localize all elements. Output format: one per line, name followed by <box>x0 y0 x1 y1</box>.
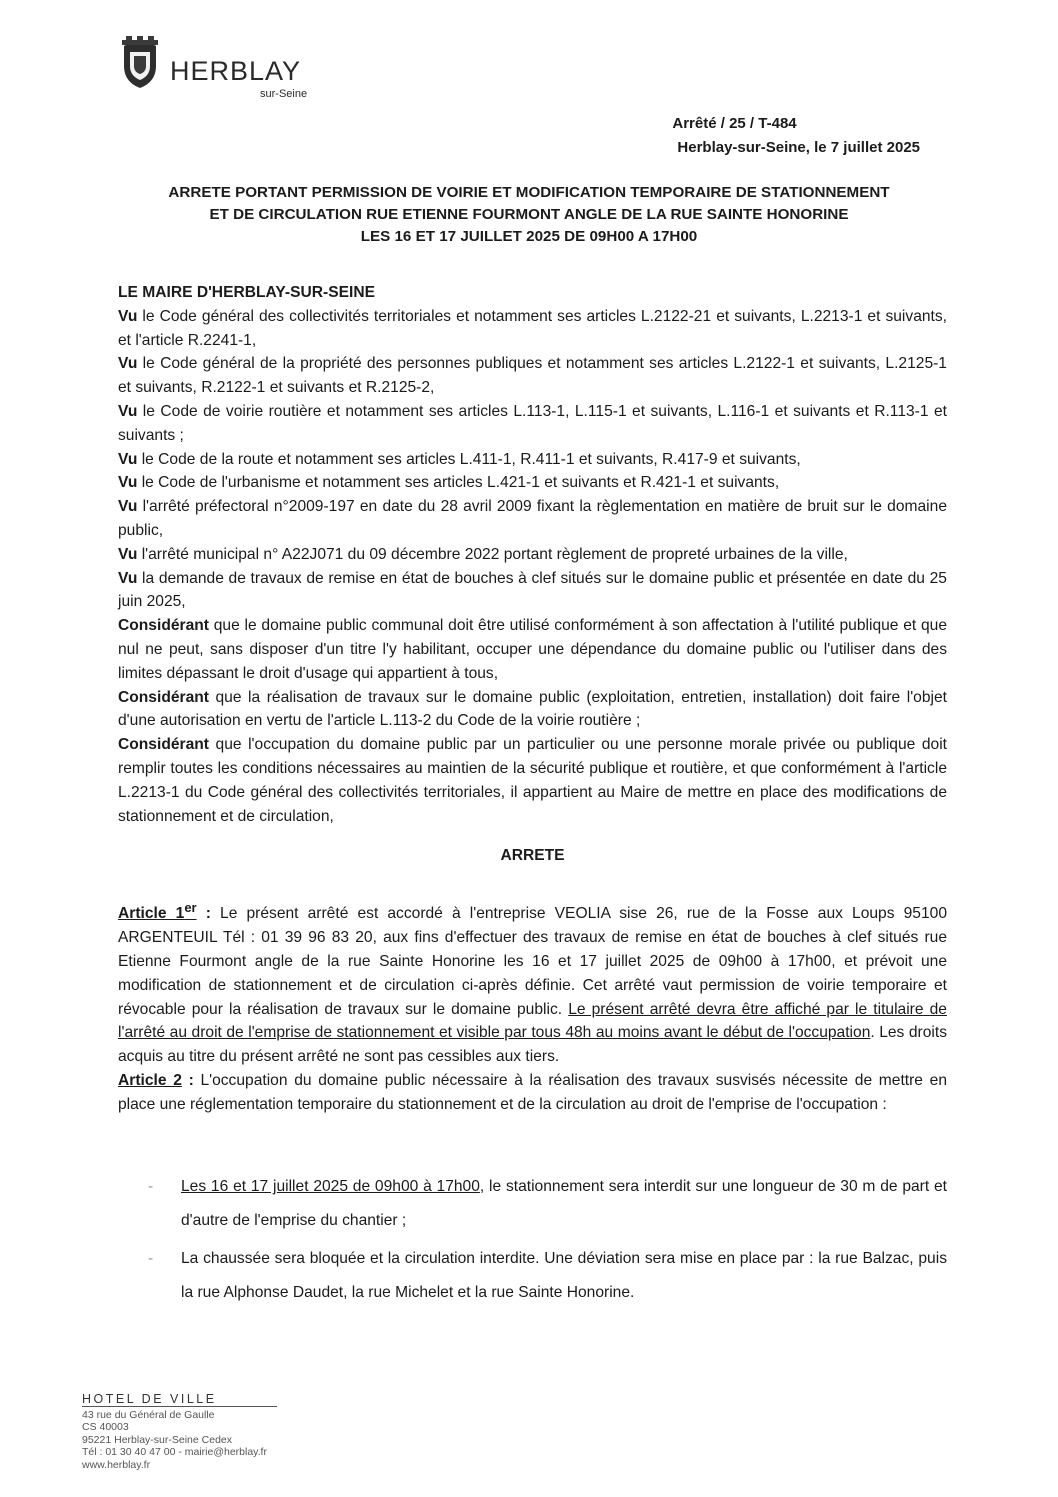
city-logo <box>118 36 328 108</box>
decree-number: Arrêté / 25 / T-484 <box>672 115 797 132</box>
article-label: Article 1er <box>118 900 197 923</box>
preamble-text: que l'occupation du domaine public par un particulier ou une personne morale privée ou publique doit remplir toutes les conditions nécessaires au maintien de la sécurité publique et routière, et que conformément à l'article L.2213-1 du Code général des collectivités territoriales, il appartient au Maire de mettre en place des modifications de stationnement et de circulation, <box>118 736 947 825</box>
document-reference <box>672 112 920 160</box>
preamble-lead: Vu <box>118 355 138 373</box>
document-body <box>118 281 947 1314</box>
preamble-text: le Code général de la propriété des personnes publiques et notamment ses articles L.2122-1 et suivants, L.2125-1 et suivants, R.2122-1 et suivants et R.2125-2, <box>118 355 947 397</box>
posting-requirement: Le présent arrêté devra être affiché par le titulaire de l'arrêté au droit de l'emprise de stationnement et visible par tous 48h au moins avant le début de l'occupation <box>118 1000 947 1042</box>
logo-subtitle: sur-Seine <box>260 88 308 100</box>
preamble-text: l'arrêté préfectoral n°2009-197 en date du 28 avril 2009 fixant la règlementation en matière de bruit sur le domaine public, <box>118 498 947 539</box>
article-label: Article 2 <box>118 1071 182 1089</box>
article-1: Article 1er : Le présent arrêté est accordé à l'entreprise VEOLIA sise 26, rue de la Fosse aux Loups 95100 ARGENTEUIL Tél : 01 39 96 83 20, aux fins d'effectuer des travaux de remise en état de bouches à clef situés rue Etienne Fourmont angle de la rue Sainte Honorine les 16 et 17 juillet 2025 de 09h00 à 17h00, et prévoit une modification de stationnement et de circulation ci-après définie. Cet arrêté vaut permission de voirie temporaire et révocable pour la réalisation de travaux sur le domaine public. Le présent arrêté devra être affiché par le titulaire de l'arrêté au droit de l'emprise de stationnement et visible par tous 48h au moins avant le début de l'occupation. Les droits acquis au titre du présent arrêté ne sont pas cessibles aux tiers. <box>118 900 947 1066</box>
list-item: - La chaussée sera bloquée et la circulation interdite. Une déviation sera mise en place par : la rue Balzac, puis la rue Alphonse Daudet, la rue Michelet et la rue Sainte Honorine. <box>118 1242 947 1310</box>
preamble-lead: Considérant <box>118 736 209 754</box>
preamble-lead: Vu <box>118 474 138 492</box>
preamble-text: le Code général des collectivités territoriales et notamment ses articles L.2122-21 et suivants, L.2213-1 et suivants, et l'article R.2241-1, <box>118 307 947 349</box>
preamble-item <box>118 733 947 828</box>
preamble-item <box>118 471 947 495</box>
logo-wordmark: HERBLAY <box>170 56 302 86</box>
place-and-date: Herblay-sur-Seine, le 7 juillet 2025 <box>677 139 920 156</box>
preamble-text: le Code de l'urbanisme et notamment ses articles L.421-1 et suivants et R.421-1 et suivants, <box>137 474 780 492</box>
preamble-lead: Vu <box>118 498 138 516</box>
title-line: ET DE CIRCULATION RUE ETIENNE FOURMONT ANGLE DE LA RUE SAINTE HONORINE <box>209 206 849 223</box>
preamble-item <box>118 686 947 734</box>
footer-line: 43 rue du Général de Gaulle <box>82 1408 215 1421</box>
article-text-tail: . Les droits acquis au titre du présent arrêté ne sont pas cessibles aux tiers. <box>118 1024 947 1066</box>
preamble-lead: Vu <box>118 450 138 468</box>
footer-line: CS 40003 <box>82 1421 129 1434</box>
document-title <box>118 182 940 248</box>
preamble-text: le Code de la route et notamment ses articles L.411-1, R.411-1 et suivants, R.417-9 et suivants, <box>137 450 801 468</box>
preamble-text: que la réalisation de travaux sur le domaine public (exploitation, entretien, installation) doit faire l'objet d'une autorisation en vertu de l'article L.113-2 du Code de la voirie routière ; <box>118 688 947 730</box>
preamble-lead: Considérant <box>118 617 209 635</box>
date-range: Les 16 et 17 juillet 2025 de 09h00 à 17h00 <box>181 1178 480 1196</box>
footer-line: 95221 Herblay-sur-Seine Cedex <box>82 1433 232 1446</box>
footer-line: Tél : 01 30 40 47 00 - mairie@herblay.fr <box>82 1446 267 1459</box>
list-item: - Les 16 et 17 juillet 2025 de 09h00 à 17h00, le stationnement sera interdit sur une longueur de 30 m de part et d'autre de l'emprise du chantier ; <box>118 1170 947 1238</box>
preamble-lead: Vu <box>118 569 138 587</box>
title-line: ARRETE PORTANT PERMISSION DE VOIRIE ET MODIFICATION TEMPORAIRE DE STATIONNEMENT <box>168 184 890 201</box>
preamble-text: que le domaine public communal doit être utilisé conformément à son affectation à l'utilité publique et que nul ne peut, sans disposer d'un titre l'y habilitant, occuper une dépendance du domaine public ou l'utiliser dans des limites dépassant le droit d'usage qui appartient à tous, <box>118 617 947 682</box>
footer-line: www.herblay.fr <box>82 1458 151 1471</box>
preamble-item <box>118 352 947 400</box>
preamble-item <box>118 305 947 353</box>
article-text: Le présent arrêté est accordé à l'entreprise VEOLIA sise 26, rue de la Fosse aux Loups 95100 ARGENTEUIL Tél : 01 39 96 83 20, aux fins d'effectuer des travaux de remise en état de bouches à clef situés rue Etienne Fourmont angle de la rue Sainte Honorine les 16 et 17 juillet 2025 de 09h00 à 17h00, et prévoit une modification de stationnement et de circulation ci-après définie. Cet arrêté vaut permission de voirie temporaire et révocable pour la réalisation de travaux sur le domaine public. <box>118 905 947 1018</box>
preamble-item <box>118 567 947 615</box>
preamble-lead: Vu <box>118 402 138 420</box>
bullet-dash: - <box>148 1250 154 1268</box>
title-line: LES 16 ET 17 JUILLET 2025 DE 09H00 A 17H00 <box>360 228 698 245</box>
preamble-lead: Vu <box>118 545 138 563</box>
decision-heading: ARRETE <box>500 847 565 865</box>
footer-heading: HOTEL DE VILLE <box>82 1393 277 1407</box>
preamble-text: l'arrêté municipal n° A22J071 du 09 décembre 2022 portant règlement de propreté urbaines de la ville, <box>137 545 848 563</box>
address-footer <box>82 1393 392 1472</box>
issuer-heading: LE MAIRE D'HERBLAY-SUR-SEINE <box>118 284 375 301</box>
bullet-dash: - <box>148 1178 154 1196</box>
city-crest-icon <box>118 36 162 90</box>
preamble-item <box>118 448 947 472</box>
preamble-lead: Vu <box>118 307 138 325</box>
preamble-item <box>118 495 947 543</box>
preamble-text: le Code de voirie routière et notamment ses articles L.113-1, L.115-1 et suivants, L.116-1 et suivants et R.113-1 et suivants ; <box>118 402 947 444</box>
measures-list <box>118 1170 947 1310</box>
article-text: L'occupation du domaine public nécessaire à la réalisation des travaux susvisés nécessite de mettre en place une réglementation temporaire du stationnement et de la circulation au droit de l'emprise de l'occupation : <box>118 1071 948 1113</box>
preamble-item <box>118 614 947 685</box>
preamble-lead: Considérant <box>118 688 209 706</box>
preamble-item <box>118 543 947 567</box>
preamble-item <box>118 400 947 448</box>
preamble-text: la demande de travaux de remise en état de bouches à clef situés sur le domaine public et présentée en date du 25 juin 2025, <box>118 569 947 611</box>
article-2: Article 2 : L'occupation du domaine public nécessaire à la réalisation des travaux susvisés nécessite de mettre en place une réglementation temporaire du stationnement et de la circulation au droit de l'emprise de l'occupation : <box>118 1071 948 1113</box>
